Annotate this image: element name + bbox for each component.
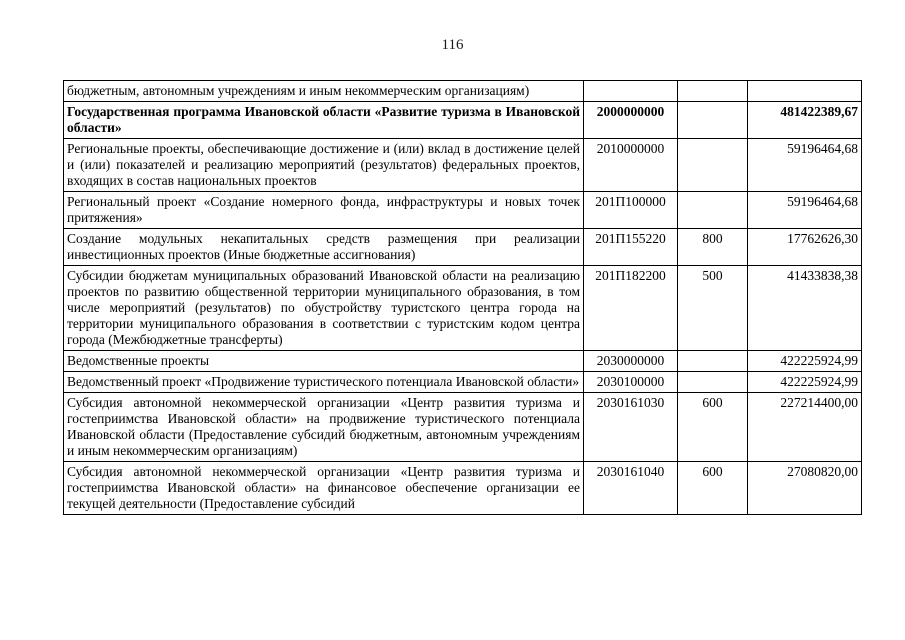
budget-table-body [64, 81, 862, 515]
cell-description: Ведомственные проекты [64, 351, 584, 372]
cell-group [678, 139, 748, 192]
cell-description: Региональные проекты, обеспечивающие достижение и (или) вклад в достижение целей и (или) показателей и реализацию мероприятий (результатов) федеральных проектов, входящих в состав национальных проектов [64, 139, 584, 192]
cell-group [678, 102, 748, 139]
cell-amount: 481422389,67 [748, 102, 862, 139]
cell-description: Субсидии бюджетам муниципальных образований Ивановской области на реализацию проектов по развитию общественной территории муниципального образования, в том числе мероприятий (результатов) по обустройству туристского центра города на территории муниципального образования в соответствии с туристским кодом центра города (Межбюджетные трансферты) [64, 266, 584, 351]
cell-code: 201П182200 [584, 266, 678, 351]
cell-description: Региональный проект «Создание номерного фонда, инфраструктуры и новых точек притяжения» [64, 192, 584, 229]
table-row [64, 81, 862, 102]
cell-group [678, 192, 748, 229]
cell-group [678, 372, 748, 393]
cell-amount: 17762626,30 [748, 229, 862, 266]
cell-amount: 41433838,38 [748, 266, 862, 351]
cell-code: 2030100000 [584, 372, 678, 393]
cell-description: Государственная программа Ивановской области «Развитие туризма в Ивановской области» [64, 102, 584, 139]
cell-description: бюджетным, автономным учреждениям и иным некоммерческим организациям) [64, 81, 584, 102]
cell-amount [748, 81, 862, 102]
cell-amount: 422225924,99 [748, 372, 862, 393]
cell-code: 2030161040 [584, 462, 678, 515]
cell-code: 2000000000 [584, 102, 678, 139]
cell-code: 201П100000 [584, 192, 678, 229]
cell-group: 600 [678, 462, 748, 515]
cell-amount: 59196464,68 [748, 139, 862, 192]
cell-amount: 27080820,00 [748, 462, 862, 515]
table-row [64, 139, 862, 192]
cell-group [678, 81, 748, 102]
cell-description: Субсидия автономной некоммерческой организации «Центр развития туризма и гостеприимства Ивановской области» на финансовое обеспечение организации ее текущей деятельности (Предоставление субсидий [64, 462, 584, 515]
page-number: 116 [441, 37, 464, 53]
cell-group: 500 [678, 266, 748, 351]
table-row [64, 266, 862, 351]
cell-description: Ведомственный проект «Продвижение туристического потенциала Ивановской области» [64, 372, 584, 393]
budget-table [63, 80, 862, 515]
table-row [64, 351, 862, 372]
cell-code: 201П155220 [584, 229, 678, 266]
cell-amount: 422225924,99 [748, 351, 862, 372]
cell-code: 2030161030 [584, 393, 678, 462]
table-row [64, 102, 862, 139]
table-row [64, 462, 862, 515]
cell-amount: 59196464,68 [748, 192, 862, 229]
table-row [64, 229, 862, 266]
table-row [64, 393, 862, 462]
cell-description: Субсидия автономной некоммерческой организации «Центр развития туризма и гостеприимства Ивановской области» на продвижение туристического потенциала Ивановской области (Предоставление субсидий бюджетным, автономным учреждениям и иным некоммерческим организациям) [64, 393, 584, 462]
cell-code: 2010000000 [584, 139, 678, 192]
cell-group [678, 351, 748, 372]
cell-amount: 227214400,00 [748, 393, 862, 462]
cell-description: Создание модульных некапитальных средств размещения при реализации инвестиционных проектов (Иные бюджетные ассигнования) [64, 229, 584, 266]
cell-code [584, 81, 678, 102]
cell-group: 600 [678, 393, 748, 462]
table-row [64, 192, 862, 229]
cell-group: 800 [678, 229, 748, 266]
table-row [64, 372, 862, 393]
cell-code: 2030000000 [584, 351, 678, 372]
